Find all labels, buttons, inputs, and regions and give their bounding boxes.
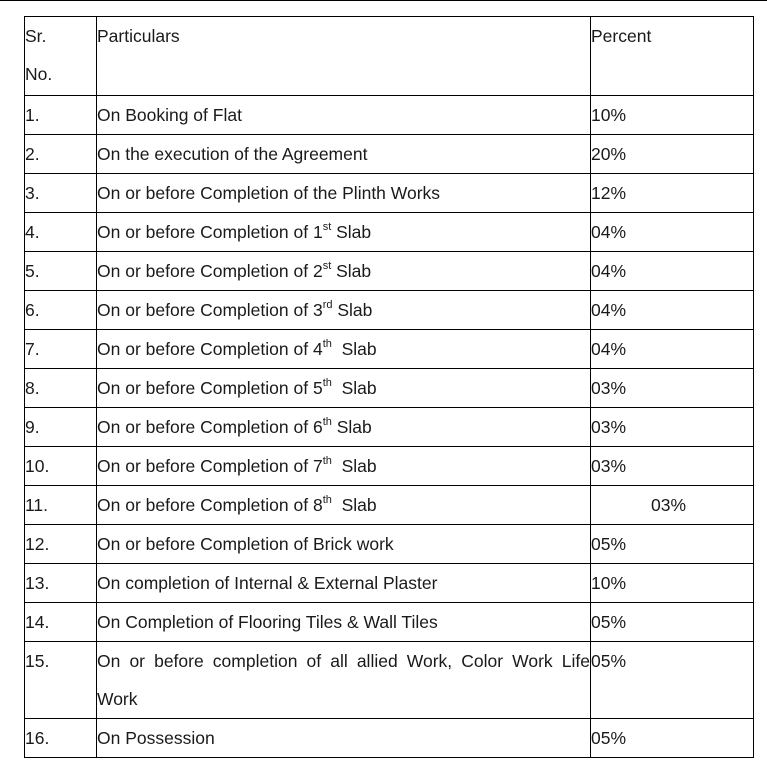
header-percent: Percent xyxy=(591,17,754,96)
row-particulars: On or before Completion of 5th Slab xyxy=(97,369,591,408)
row-sr: 13. xyxy=(25,564,97,603)
row-sr: 12. xyxy=(25,525,97,564)
row-percent: 05% xyxy=(591,525,754,564)
row-particulars: On or before Completion of 4th Slab xyxy=(97,330,591,369)
row-particulars: On or before Completion of 1st Slab xyxy=(97,213,591,252)
row-percent: 03% xyxy=(591,486,754,525)
row-particulars: On Possession xyxy=(97,719,591,758)
row-percent: 03% xyxy=(591,408,754,447)
table-row xyxy=(25,408,754,447)
table-row xyxy=(25,174,754,213)
row-particulars: On or before completion of all allied Work, Color Work Life Work xyxy=(97,642,591,719)
row-sr: 6. xyxy=(25,291,97,330)
row-particulars: On the execution of the Agreement xyxy=(97,135,591,174)
row-sr: 11. xyxy=(25,486,97,525)
row-percent: 04% xyxy=(591,252,754,291)
row-sr: 4. xyxy=(25,213,97,252)
row-sr: 1. xyxy=(25,96,97,135)
row-percent: 04% xyxy=(591,330,754,369)
row-sr: 2. xyxy=(25,135,97,174)
row-sr: 8. xyxy=(25,369,97,408)
header-no: No. xyxy=(25,64,53,84)
row-particulars: On or before Completion of 2st Slab xyxy=(97,252,591,291)
row-particulars: On or before Completion of 6th Slab xyxy=(97,408,591,447)
top-rule xyxy=(0,0,767,1)
header-row xyxy=(25,17,754,96)
row-sr: 7. xyxy=(25,330,97,369)
header-sr: Sr. xyxy=(25,26,47,46)
table-row xyxy=(25,135,754,174)
table-row xyxy=(25,525,754,564)
row-particulars: On or before Completion of 7th Slab xyxy=(97,447,591,486)
row-percent: 10% xyxy=(591,96,754,135)
row-percent: 03% xyxy=(591,447,754,486)
table-row xyxy=(25,603,754,642)
row-sr: 16. xyxy=(25,719,97,758)
row-particulars: On or before Completion of 3rd Slab xyxy=(97,291,591,330)
row-percent: 05% xyxy=(591,719,754,758)
row-particulars: On Completion of Flooring Tiles & Wall Tiles xyxy=(97,603,591,642)
table-row xyxy=(25,252,754,291)
row-sr: 5. xyxy=(25,252,97,291)
row-percent: 20% xyxy=(591,135,754,174)
row-sr: 10. xyxy=(25,447,97,486)
table-row xyxy=(25,486,754,525)
row-percent: 05% xyxy=(591,603,754,642)
table-row xyxy=(25,719,754,758)
row-particulars: On or before Completion of the Plinth Works xyxy=(97,174,591,213)
row-particulars: On completion of Internal & External Plaster xyxy=(97,564,591,603)
row-percent: 12% xyxy=(591,174,754,213)
row-percent: 03% xyxy=(591,369,754,408)
row-sr: 3. xyxy=(25,174,97,213)
row-percent: 05% xyxy=(591,642,754,719)
table-row xyxy=(25,642,754,719)
table-row xyxy=(25,291,754,330)
row-particulars: On or before Completion of 8th Slab xyxy=(97,486,591,525)
header-sr-no xyxy=(25,17,97,96)
table-row xyxy=(25,447,754,486)
row-percent: 04% xyxy=(591,213,754,252)
row-particulars: On Booking of Flat xyxy=(97,96,591,135)
row-sr: 15. xyxy=(25,642,97,719)
header-particulars: Particulars xyxy=(97,17,591,96)
table-row xyxy=(25,564,754,603)
row-particulars: On or before Completion of Brick work xyxy=(97,525,591,564)
row-percent: 10% xyxy=(591,564,754,603)
payment-schedule-table xyxy=(24,16,754,758)
table-row xyxy=(25,96,754,135)
table-row xyxy=(25,369,754,408)
row-percent: 04% xyxy=(591,291,754,330)
table-row xyxy=(25,213,754,252)
table-row xyxy=(25,330,754,369)
row-sr: 9. xyxy=(25,408,97,447)
row-sr: 14. xyxy=(25,603,97,642)
